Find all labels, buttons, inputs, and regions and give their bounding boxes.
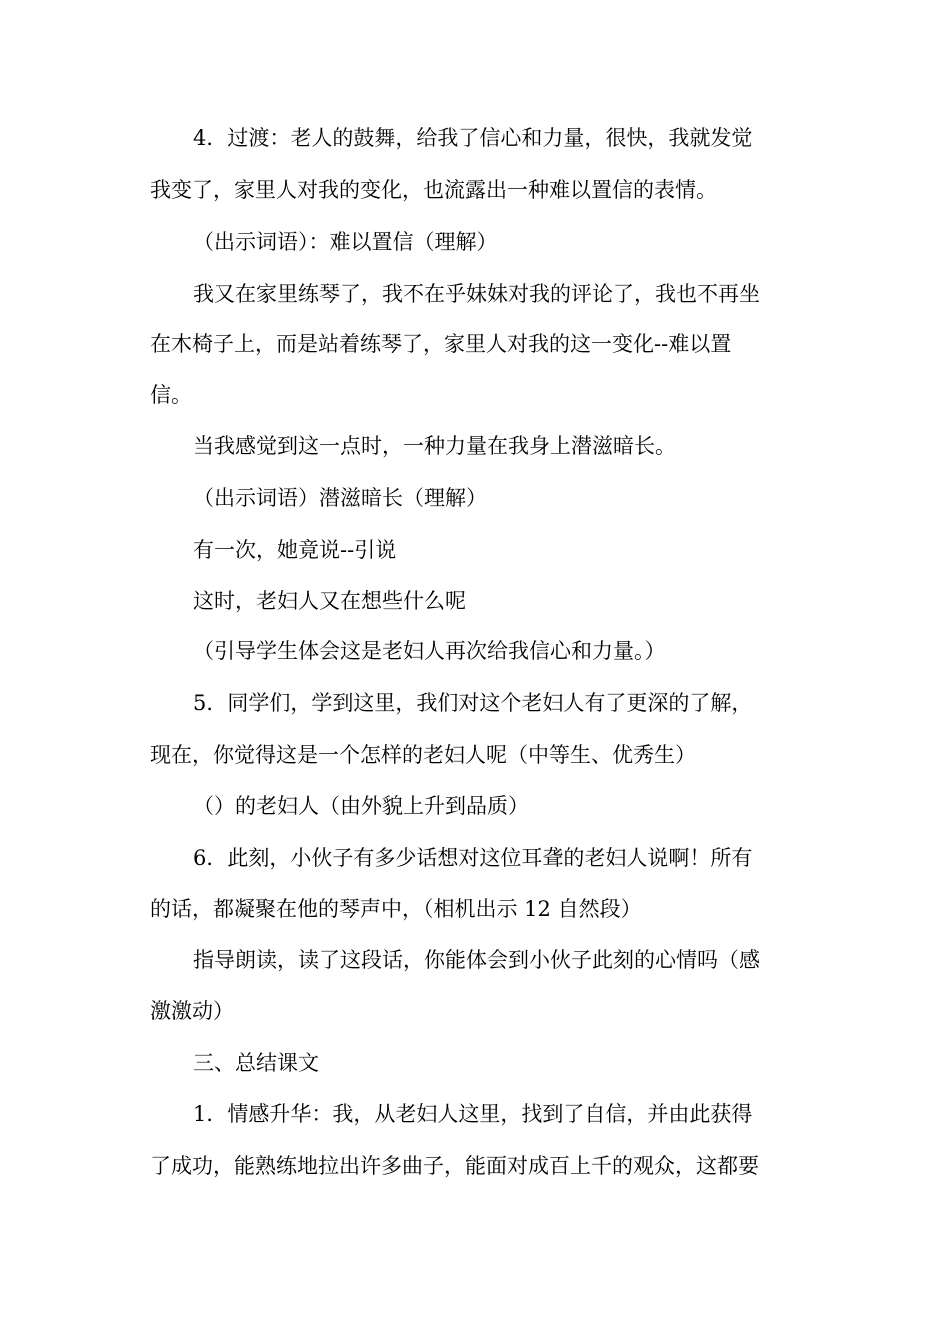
paragraph-line: 有一次，她竟说--引说: [193, 538, 397, 562]
paragraph-line: 现在，你觉得这是一个怎样的老妇人呢（中等生、优秀生）: [150, 743, 696, 767]
paragraph-line: 在木椅子上，而是站着练琴了，家里人对我的这一变化--难以置: [150, 332, 732, 356]
paragraph-line: 5．同学们，学到这里，我们对这个老妇人有了更深的了解，: [193, 691, 753, 715]
paragraph-line: 了成功，能熟练地拉出许多曲子，能面对成百上千的观众，这都要: [150, 1154, 759, 1178]
paragraph-line: 1．情感升华：我，从老妇人这里，找到了自信，并由此获得: [193, 1102, 753, 1126]
paragraph-line: 指导朗读，读了这段话，你能体会到小伙子此刻的心情吗（感: [193, 948, 760, 972]
paragraph-line: 我又在家里练琴了，我不在乎妹妹对我的评论了，我也不再坐: [193, 282, 760, 306]
paragraph-line: 4．过渡：老人的鼓舞，给我了信心和力量，很快，我就发觉: [193, 126, 753, 150]
paragraph-line: 的话，都凝聚在他的琴声中，（相机出示 12 自然段）: [150, 897, 642, 921]
paragraph-line: （出示词语）：难以置信（理解）: [193, 230, 498, 254]
paragraph-line: （出示词语）潜滋暗长（理解）: [193, 486, 487, 510]
section-heading: 三、总结课文: [193, 1051, 319, 1075]
paragraph-line: 这时，老妇人又在想些什么呢: [193, 589, 466, 613]
paragraph-line: 当我感觉到这一点时，一种力量在我身上潜滋暗长。: [193, 434, 676, 458]
paragraph-line: 信。: [150, 383, 192, 407]
paragraph-line: （）的老妇人（由外貌上升到品质）: [193, 794, 529, 818]
paragraph-line: 6．此刻，小伙子有多少话想对这位耳聋的老妇人说啊！所有: [193, 846, 753, 870]
paragraph-line: 激激动）: [150, 999, 234, 1023]
paragraph-line: （引导学生体会这是老妇人再次给我信心和力量。）: [193, 639, 666, 663]
paragraph-line: 我变了，家里人对我的变化，也流露出一种难以置信的表情。: [150, 178, 717, 202]
